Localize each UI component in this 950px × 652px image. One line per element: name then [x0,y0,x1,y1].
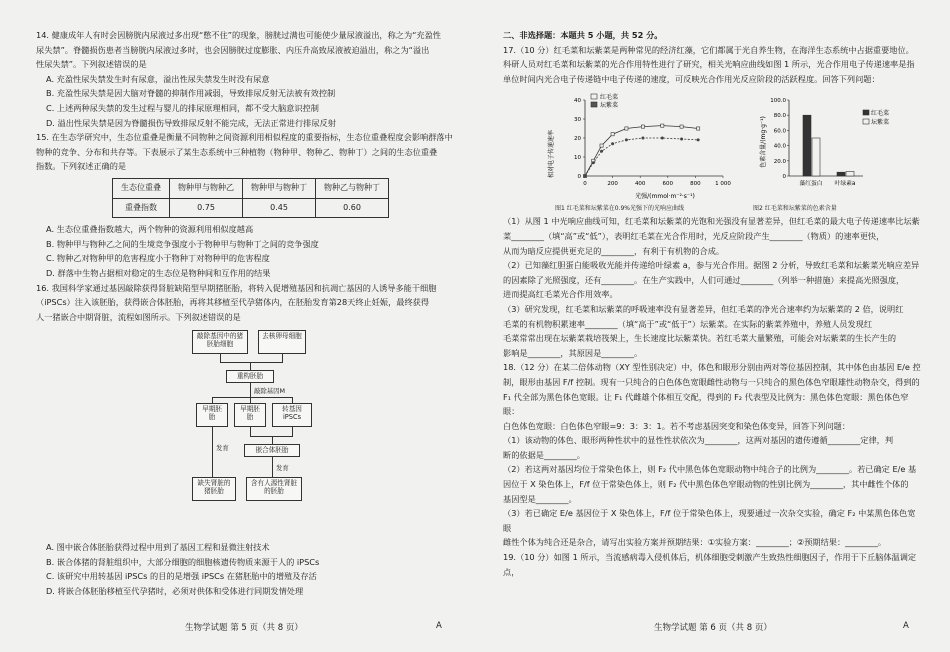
q17-sub3: 毛菜常常出现在坛紫菜栽培筏架上，生长速度比坛紫菜快。若红毛菜大量繁殖，可能会对坛紫菜的生长产生的 [503,333,897,344]
chart2-y-tick-label: 100.0 [770,98,786,105]
chart1-point [625,139,628,142]
chart2-bar [846,172,854,177]
chart1-x-tick-label: 0 [583,181,587,188]
flow-label-develop: 发育 [216,444,229,453]
chart1-point [592,162,595,165]
chart1-point [641,125,644,128]
q18-stem: 制，眼形由基因 F/f 控制。现有一只纯合的白色体色宽眼雌性动物与一只纯合的黑色体色窄眼雄性动物杂交，得到的 [503,376,920,387]
q16-stem: （iPSCs）注入该胚胎，获得嵌合体胚胎，再将其移植至代孕猪体内，在胚胎发育第28天终止妊娠，最终获得 [36,297,430,308]
chart2-bar [812,138,820,176]
flow-diagram [36,326,474,538]
q18-sub1: （1）该动物的体色、眼形两种性状中的显性性状依次为________，这两对基因的遗传遵循________定律，判 [503,435,894,446]
chart1-y-tick-label: 30 [574,117,581,124]
q17-figures [503,88,923,212]
chart2-ylabel: 色素含量/(mg·g⁻¹) [760,116,767,169]
chart1-legend-swatch [591,94,597,99]
chart2-legend-swatch [863,110,869,115]
q14-stem: 14. 健康成年人有时会因膀胱内尿液过多出现“憋不住”的现象，膀胱过满也可能使少量尿液溢出，称之为“充盈性 [36,30,441,40]
flow-arrow [272,457,273,477]
fig1-caption: 图1 红毛菜和坛紫菜在0.9%光强下的光响应曲线 [555,205,684,213]
flow-connector [220,362,283,363]
q18-sub3: 雌性个体为纯合还是杂合，请写出实验方案并预期结果：①实验方案：________；②预期结果：________。 [503,537,887,548]
chart1-x-tick-label: 400 [634,181,646,188]
chart1-point [611,133,614,136]
flow-label-develop: 发育 [276,464,289,473]
left-paper-version: A [436,621,442,631]
chart2-bar [837,173,845,177]
chart1-x-tick-label: 1 000 [715,181,731,188]
q15-option-c: C. 物种乙对物种甲的危害程度小于物种丁对物种甲的危害程度 [46,253,270,264]
q15-option-b: B. 物种甲与物种乙之间的生境竞争强度小于物种甲与物种丁之间的竞争强度 [46,238,319,249]
flow-box-early-embryo: 早期胚胎 [234,403,266,427]
table-header-cell: 物种乙与物种丁 [316,178,389,198]
section-heading: 二、非选择题：本题共 5 小题，共 52 分。 [503,30,663,40]
flow-connector [250,427,251,436]
q16-stem: 人一猪嵌合中期肾脏，流程如图所示。下列叙述错误的是 [36,311,241,322]
q17-sub2: 进而提高红毛菜光合作用效率。 [503,289,618,300]
table-cell: 重叠指数 [113,198,170,218]
chart1-legend-swatch [591,102,597,107]
flow-arrow [250,383,251,397]
q14-option-b: B. 充盈性尿失禁是因大脑对脊髓的抑制作用减弱，导致排尿反射无法被有效控制 [46,88,336,99]
flow-arrow [272,436,273,444]
chart1-point [697,127,700,130]
chart2-legend-label: 坛紫菜 [871,119,890,127]
question-14 [36,28,474,130]
flow-box-chimera: 嵌合体胚胎 [244,444,300,457]
table-cell: 0.75 [170,198,243,218]
flow-box-early-embryo: 早期胚胎 [196,403,228,427]
flow-connector [282,354,283,362]
table-cell: 0.60 [316,198,389,218]
chart1-point [584,175,587,178]
q15-stem: 15. 在生态学研究中，生态位重叠是衡量不同物种之间资源利用相似程度的重要指标，生态位重叠程度会影响群落中 [36,132,453,143]
chart2-y-tick-label: 80.0 [773,113,786,120]
chart2-y-tick-label: 60.0 [773,128,786,135]
flow-label-knockout: 敲除基因M [254,387,286,396]
flow-box-knockout-embryo: 敲除基因中的猪胚胎细胞 [192,330,248,354]
question-18 [503,360,923,550]
right-page-number: 生物学试题 第 6 页（共 8 页） [654,623,772,633]
q17-sub1: 从而为暗反应提供更充足的________，有利于有机物的合成。 [503,245,725,256]
chart1-y-tick-label: 20 [574,136,581,143]
pigment-content-chart [755,88,905,200]
q15-option-a: A. 生态位重叠指数越大，两个物种的资源利用相似度越高 [46,224,254,235]
q15-stem: 指数。下列叙述正确的是 [36,161,127,172]
chart1-x-tick-label: 200 [607,181,618,188]
chart1-x-tick-label: 800 [690,181,701,188]
chart2-y-tick-label: 20.0 [773,159,786,166]
chart1-point [661,137,664,140]
q14-stem: 尿失禁”。脊髓损伤患者当膀胱内尿液过多时，也会因膀胱过度膨胀、内压升高致尿液被迫溢出，称之为“溢出 [36,44,430,55]
flow-box-no-kidney: 缺失肾脏的猪胚胎 [192,477,236,501]
right-paper-version: A [903,621,909,631]
chart1-series-line [585,138,698,176]
chart1-point [661,124,664,127]
q14-option-d: D. 溢出性尿失禁是因为脊髓损伤导致排尿反射不能完成，无法正常进行排尿反射 [46,117,336,128]
q17-sub1: 菜________（填“高”或“低”），表明红毛菜在光合作用时，光反应阶段产生________（物质）的速率更快， [503,230,885,241]
table-header-cell: 物种甲与物种丁 [243,178,316,198]
q17-sub3: 影响是________，其原因是________。 [503,347,643,358]
light-response-chart [545,88,745,200]
flow-box-reconstructed: 重构胚胎 [226,370,274,383]
table-cell: 0.45 [243,198,316,218]
fig2-caption: 图2 红毛菜和坛紫菜的色素含量 [753,205,837,213]
q18-stem: 白色体色宽眼：白色体色窄眼=9：3：3：1。若不考虑基因突变和染色体变异，回答下列问题： [503,420,851,431]
q17-stem: 科研人员对红毛菜和坛紫菜的光合作用特性进行了研究，相关光响应曲线如图 1 所示，光合作用电子传递速率是指 [503,59,915,70]
q19-stem: 19.（10 分）如图 1 所示，当流感病毒入侵机体后，机体细胞受刺激产生致热性细胞因子，作用于下丘脑体温调定点， [503,552,917,577]
flow-box-human-kidney: 含有人源性肾脏的胚胎 [246,477,302,501]
q15-option-d: D. 群落中生物占据相对稳定的生态位是物种间和互作用的结果 [46,267,271,278]
chart1-y-tick-label: 40 [574,98,581,105]
q16-option-a: A. 图中嵌合体胚胎获得过程中用到了基因工程和显微注射技术 [46,542,270,553]
chart2-y-tick-label: 0 [782,174,786,181]
chart1-ylabel: 相对电子传递速率 [548,130,555,179]
q18-sub3: （3）若已确定 E/e 基因位于 X 染色体上，F/f 位于常染色体上，现要通过一次杂交实验，确定 F₂ 中某黑色体色宽眼 [503,508,916,533]
table-header-cell: 生态位重叠 [113,178,170,198]
q16-option-c: C. 该研究中用转基因 iPSCs 的目的是增强 iPSCs 在猪胚胎中的增殖及存活 [46,571,317,582]
q16-option-b: B. 嵌合体猪的肾脏组织中，大部分细胞的细胞核遗传物质来源于人的 iPSCs [46,556,320,567]
flow-connector [212,397,292,398]
chart2-y-tick-label: 40.0 [773,143,786,150]
chart1-legend-label: 红毛菜 [600,94,619,102]
chart1-point [641,137,644,140]
q17-sub3: 毛菜的有机物积累速率________（填“高于”或“低于”）坛紫菜。在实际的紫菜养殖中，养殖人员发现红 [503,318,873,329]
chart1-x-tick-label: 600 [662,181,674,188]
q14-option-c: C. 上述两种尿失禁的发生过程与婴儿的排尿原理相同，都不受大脑意识控制 [46,102,319,113]
table-row [113,198,389,218]
q15-stem: 物种的竞争、分布和共存等。下表展示了某生态系统中三种植物（物种甲、物种乙、物种丁）之间的生态位重叠 [36,146,438,157]
chart2-legend-label: 红毛菜 [871,110,890,118]
flow-arrow [212,427,213,477]
chart1-xlabel: 光强/(mmol·m⁻²·s⁻¹) [635,193,695,201]
chart1-y-tick-label: 0 [577,174,581,181]
chart2-bar [803,116,811,177]
q18-stem: F₁ 代全部为黑色体色宽眼。让 F₁ 代雌雄个体相互交配，得到的 F₂ 代表型及比例为：黑色体色宽眼：黑色体色窄眼： [503,391,909,417]
q18-sub2: （2）若这两对基因均位于常染色体上，则 F₂ 代中黑色体色宽眼动物中纯合子的比例为________。若已确定 E/e 基 [503,464,917,475]
flow-box-ipscs: 转基因iPSCs [272,403,312,427]
q18-sub2: 因位于 X 染色体上，F/f 位于常染色体上，则 F₂ 代中黑色体色窄眼动物的性别比例为________，其中雌性个体的 [503,479,909,490]
q16-option-d: D. 将嵌合体胚胎移植至代孕猪时，必须对供体和受体进行同期发情处理 [46,586,304,597]
question-15 [36,130,474,280]
flow-box-oocyte: 去核卵母细胞 [258,330,306,354]
niche-overlap-table [112,178,389,218]
chart1-point [611,143,614,146]
q17-sub2: （2）已知藻红胆蛋白能吸收光能并传递给叶绿素 a，参与光合作用。据图 2 分析，导致红毛菜和坛紫菜光响应差异 [503,260,920,271]
chart1-point [600,144,603,147]
q16-stem: 16. 我国科学家通过基因敲除获得肾脏缺陷型早期猪胚胎，将转入促增殖基因和抗凋亡基因的人诱导多能干细胞 [36,282,437,293]
q18-sub1: 断的依据是________。 [503,449,585,460]
chart1-point [625,127,628,130]
table-header-cell: 物种甲与物种乙 [170,178,243,198]
question-16 [36,281,474,599]
q18-stem: 18.（12 分）在某二倍体动物（XY 型性别决定）中，体色和眼形分别由两对等位基因控制，其中体色由基因 E/e 控 [503,362,921,373]
q14-option-a: A. 充盈性尿失禁发生时有尿意，溢出性尿失禁发生时没有尿意 [46,73,270,84]
q18-sub2: 基因型是________。 [503,493,577,504]
question-17 [503,43,923,361]
chart1-point [680,138,683,141]
chart2-category-label: 藻红蛋白 [799,181,823,188]
flow-connector [292,427,293,436]
q17-sub1: （1）从图 1 中光响应曲线可知，红毛菜和坛紫菜的光饱和光强没有显著差异，但红毛菜的最大电子传递速率比坛紫 [503,216,920,227]
flow-connector [220,354,221,362]
q17-stem: 17.（10 分）红毛菜和坛紫菜是两种常见的经济红藻，它们都属于光自养生物，在海洋生态系统中占据重要地位。 [503,44,914,55]
q17-sub2: 的因素除了光照强度，还有________。在生产实践中，人们可通过________（列举一种措施）来提高光照强度， [503,274,905,285]
chart1-legend-label: 坛紫菜 [600,102,619,110]
q17-stem: 单位时间内光合电子传递链中电子传递的速度，可反映光合作用光反应阶段的活跃程度。回答下列问题： [503,73,880,84]
flow-arrow [250,362,251,370]
table-header-row [113,178,389,198]
left-page [36,28,474,599]
chart1-y-tick-label: 10 [574,155,581,162]
chart2-category-label: 叶绿素a [834,181,856,188]
chart1-point [680,125,683,128]
chart1-point [600,150,603,153]
chart1-point [697,139,700,142]
q14-stem: 性尿失禁”。下列叙述错误的是 [36,59,147,70]
chart2-legend-swatch [863,119,869,124]
right-page [503,28,923,579]
q17-sub3: （3）研究发现，红毛菜和坛紫菜的呼吸速率没有显著差异，但红毛菜的净光合速率约为坛紫菜的 2 倍，说明红 [503,303,904,314]
question-19 [503,550,923,579]
left-page-number: 生物学试题 第 5 页（共 8 页） [185,623,303,633]
